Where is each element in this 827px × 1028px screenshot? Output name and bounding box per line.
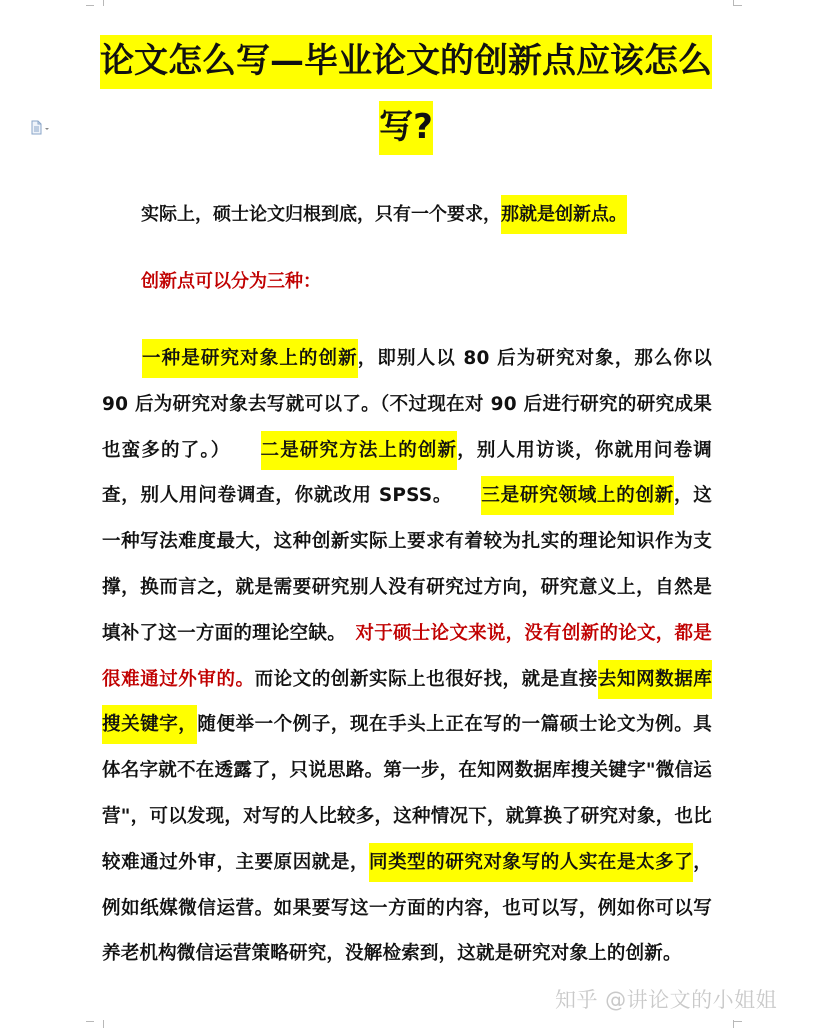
body-paragraph	[102, 336, 712, 977]
page-corner-mark	[734, 1021, 742, 1022]
zhihu-watermark: 知乎 @讲论文的小姐姐	[555, 988, 778, 1012]
body-text-segment: ，即别人以 80 后为研究对象，那么你以 90 后为研究对象去写就可以了。（不过现在对 90 后进行研究的研究成果也蛮多的了。）	[102, 348, 712, 461]
body-text-segment: ，这一种写法难度最大，这种创新实际上要求有着较为扎实的理论知识作为支撑，换而言之，就是需要研究别人没有研究过方向，研究意义上，自然是填补了这一方面的理论空缺。	[102, 485, 712, 644]
body-text-segment: ，别人用访谈，你就用问卷调查，别人用问卷调查，你就改用 SPSS。	[102, 439, 712, 507]
document-title	[100, 28, 712, 160]
page-corner-mark	[86, 1021, 94, 1022]
intro-text: 实际上，硕士论文归根到底，只有一个要求，	[141, 204, 501, 225]
section-subheading: 创新点可以分为三种：	[141, 271, 321, 292]
highlight-field-innovation: 三是研究领域上的创新	[481, 476, 674, 515]
document-title-text: 论文怎么写—毕业论文的创新点应该怎么写?	[100, 35, 712, 155]
body-text-segment: 随便举一个例子，现在手头上正在写的一篇硕士论文为例。具体名字就不在透露了，只说思路。第一步，在知网数据库搜关键字"微信运营"，可以发现，对写的人比较多，这种情况下，就算换了研究对象，也比较难通过外审，主要原因就是，	[102, 714, 712, 873]
document-icon[interactable]	[30, 120, 56, 136]
highlight-search-keyword: 去知网数据库搜关键字，	[102, 660, 712, 745]
body-text-segment: 而论文的创新实际上也很好找，就是直接	[254, 668, 598, 690]
page-corner-mark	[734, 5, 742, 6]
highlight-object-innovation: 一种是研究对象上的创新	[142, 339, 358, 378]
highlight-method-innovation: 二是研究方法上的创新	[261, 431, 458, 470]
document-dropdown-icon	[30, 120, 56, 136]
red-emphasis-text: 对于硕士论文来说，没有创新的论文，都是很难通过外审的。	[102, 622, 712, 690]
page-corner-mark	[93, 0, 104, 6]
page-corner-mark	[86, 5, 94, 6]
intro-paragraph	[141, 203, 627, 226]
body-text-segment: ，例如纸媒微信运营。如果要写这一方面的内容，也可以写，例如你可以写养老机构微信运营策略研究，没解检索到，这就是研究对象上的创新。	[102, 851, 712, 965]
intro-highlight: 那就是创新点。	[501, 195, 627, 234]
page-corner-mark	[93, 1020, 104, 1028]
highlight-too-many-writers: 同类型的研究对象写的人实在是太多了	[369, 843, 693, 882]
